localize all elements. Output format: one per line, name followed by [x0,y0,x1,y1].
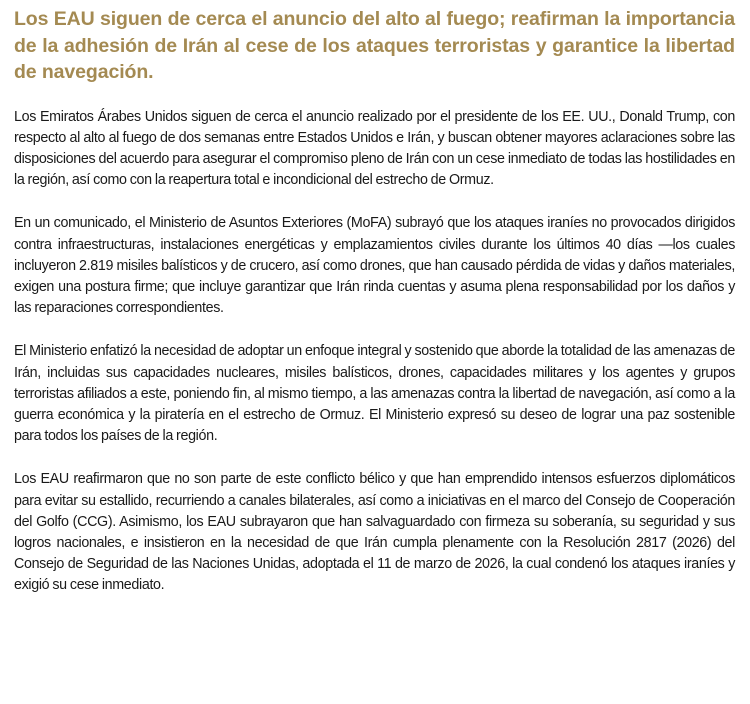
article-paragraph-1: Los Emiratos Árabes Unidos siguen de cerca el anuncio realizado por el presidente de los EE. UU., Donald Trump, con respecto al alto al fuego de dos semanas entre Estados Unidos e Irán, y buscan obtener mayores aclaraciones sobre las disposiciones del acuerdo para asegurar el compromiso pleno de Irán con un cese inmediato de todas las hostilidades en la región, así como con la reapertura total e incondicional del estrecho de Ormuz. [14,108,735,189]
article-paragraph-3: El Ministerio enfatizó la necesidad de adoptar un enfoque integral y sostenido que aborde la totalidad de las amenazas de Irán, incluidas sus capacidades nucleares, misiles balísticos, drones, capacidades militares y los agentes y grupos terroristas afiliados a este, poniendo fin, al mismo tiempo, a las amenazas contra la libertad de navegación, así como a la guerra económica y la piratería en el estrecho de Ormuz. El Ministerio expresó su deseo de lograr una paz sostenible para todos los países de la región. [14,343,735,445]
article-headline: Los EAU siguen de cerca el anuncio del alto al fuego; reafirman la importancia de la adhesión de Irán al cese de los ataques terroristas y garantice la libertad de navegación. [14,8,735,83]
article-paragraph-2: En un comunicado, el Ministerio de Asuntos Exteriores (MoFA) subrayó que los ataques iraníes no provocados dirigidos contra infraestructuras, instalaciones energéticas y emplazamientos civiles durante los últimos 40 días —los cuales incluyeron 2.819 misiles balísticos y de crucero, así como drones, que han causado pérdida de vidas y daños materiales, exigen una postura firme; que incluye garantizar que Irán rinda cuentas y asuma plena responsabilidad por los daños y las reparaciones correspondientes. [14,215,735,317]
article [14,6,735,619]
article-paragraph-4: Los EAU reafirmaron que no son parte de este conflicto bélico y que han emprendido intensos esfuerzos diplomáticos para evitar su estallido, recurriendo a canales bilaterales, así como a iniciativas en el marco del Consejo de Cooperación del Golfo (CCG). Asimismo, los EAU subrayaron que han salvaguardado con firmeza su soberanía, su seguridad y sus logros nacionales, e insistieron en la necesidad de que Irán cumpla plenamente con la Resolución 2817 (2026) del Consejo de Seguridad de las Naciones Unidas, adoptada el 11 de marzo de 2026, la cual condenó los ataques iraníes y exigió su cese inmediato. [14,471,735,594]
